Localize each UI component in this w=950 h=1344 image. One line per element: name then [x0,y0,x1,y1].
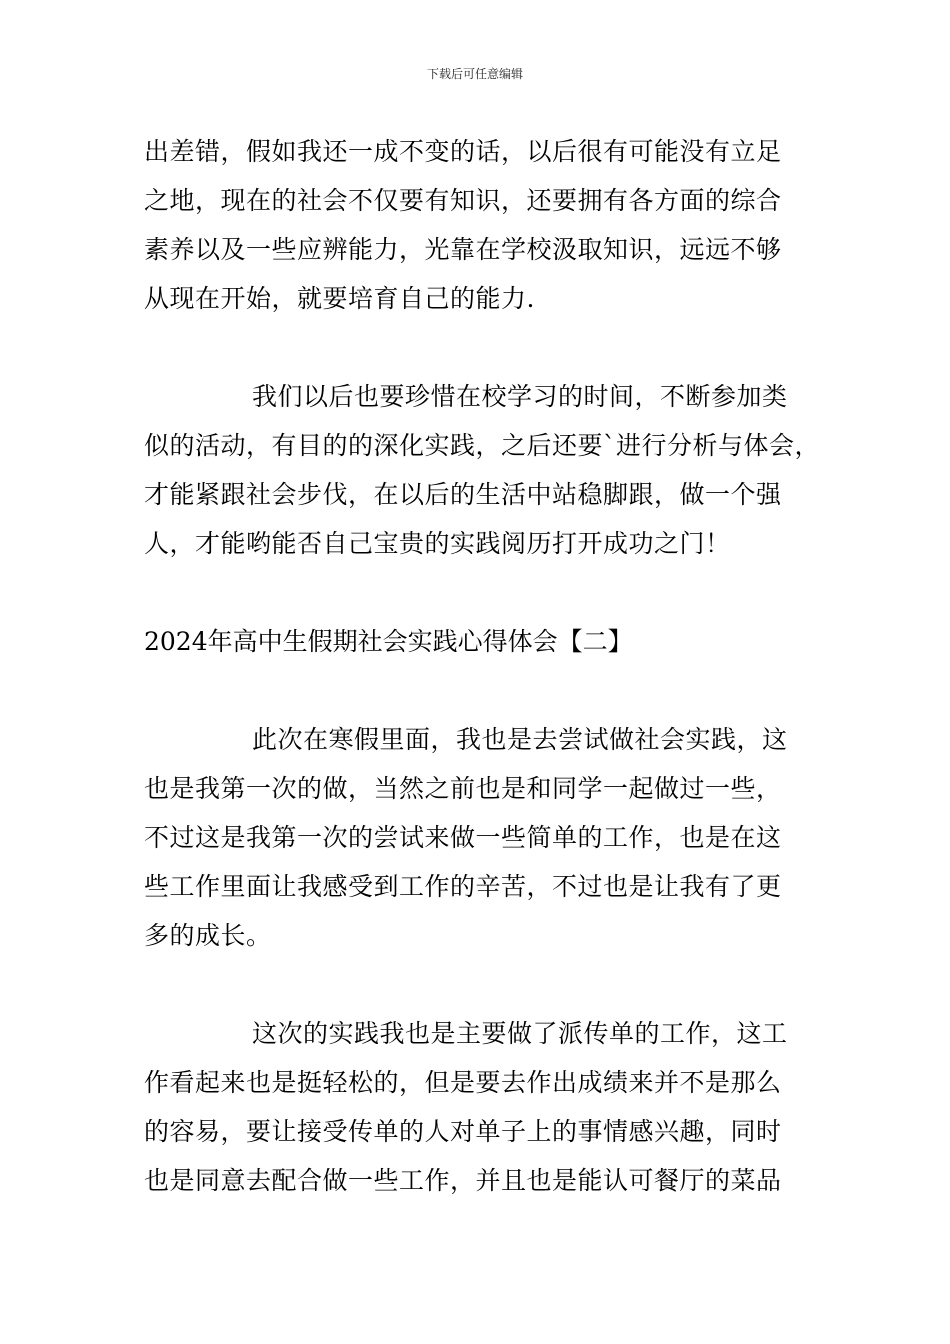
paragraph-line: 人，才能哟能否自己宝贵的实践阅历打开成功之门！ [144,529,731,558]
paragraph-spacer [144,323,824,372]
paragraph-spacer [144,568,824,617]
paragraph-line: 些工作里面让我感受到工作的辛苦，不过也是让我有了更 [144,872,782,901]
paragraph-line: 之地，现在的社会不仅要有知识，还要拥有各方面的综合 [144,186,782,215]
page-header: 下载后可任意编辑 [426,67,523,81]
paragraph-line: 出差错，假如我还一成不变的话，以后很有可能没有立足 [144,137,782,166]
paragraph-3 [144,715,824,960]
document-body [144,127,824,1205]
section-heading: 2024年高中生假期社会实践心得体会【二】 [144,627,633,656]
paragraph-line: 素养以及一些应辨能力，光靠在学校汲取知识，远远不够 [144,235,782,264]
paragraph-line: 的容易，要让接受传单的人对单子上的事情感兴趣，同时 [144,1117,782,1146]
paragraph-line: 这次的实践我也是主要做了派传单的工作，这工 [252,1019,788,1048]
paragraph-line: 也是同意去配合做一些工作，并且也是能认可餐厅的菜品 [144,1166,782,1195]
paragraph-line: 似的活动，有目的的深化实践，之后还要`进行分析与体会， [144,431,821,460]
paragraph-line: 我们以后也要珍惜在校学习的时间，不断参加类 [252,382,788,411]
paragraph-4 [144,1009,824,1205]
paragraph-line: 也是我第一次的做，当然之前也是和同学一起做过一些， [144,774,782,803]
paragraph-line: 多的成长。 [144,921,272,950]
paragraph-spacer [144,666,824,715]
paragraph-spacer [144,960,824,1009]
paragraph-2 [144,372,824,568]
paragraph-line: 此次在寒假里面，我也是去尝试做社会实践，这 [252,725,788,754]
paragraph-1 [144,127,824,323]
paragraph-line: 不过这是我第一次的尝试来做一些简单的工作，也是在这 [144,823,782,852]
paragraph-line: 从现在开始，就要培育自己的能力. [144,284,535,313]
paragraph-line: 才能紧跟社会步伐，在以后的生活中站稳脚跟，做一个强 [144,480,782,509]
paragraph-line: 作看起来也是挺轻松的，但是要去作出成绩来并不是那么 [144,1068,782,1097]
